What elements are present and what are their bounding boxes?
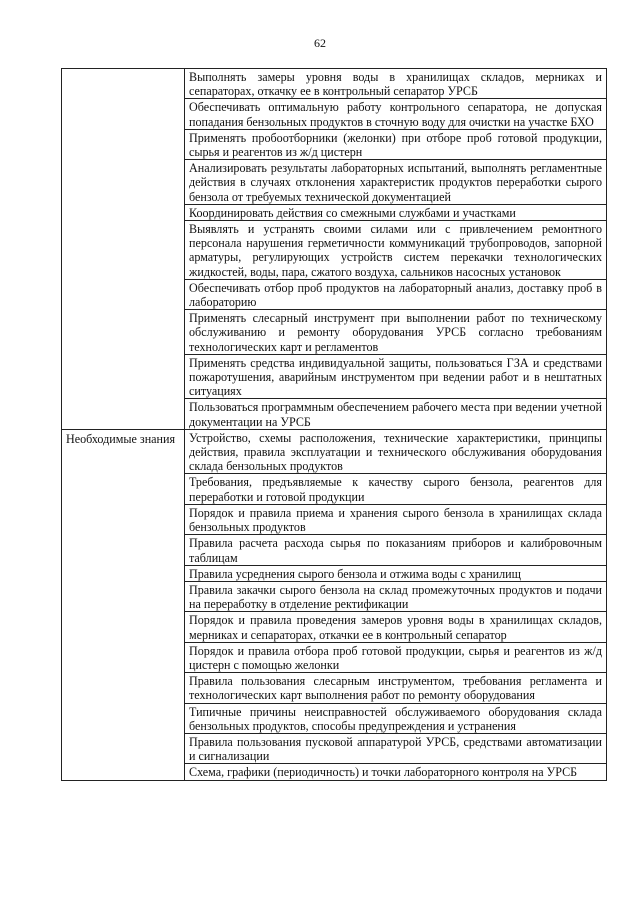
skills-item: Обеспечивать отбор проб продуктов на лабораторный анализ, доставку проб в лабораторию (185, 279, 607, 309)
knowledge-item: Правила пользования слесарным инструментом, требования регламента и технологических карт выполнения работ по ремонту оборудования (185, 673, 607, 703)
knowledge-item: Порядок и правила проведения замеров уровня воды в хранилищах складов, мерниках и сепараторах, откачки ее в контрольный сепаратор (185, 612, 607, 642)
skills-item: Применять средства индивидуальной защиты, пользоваться ГЗА и средствами пожаротушения, аварийным инструментом при ведении работ и в нештатных ситуациях (185, 354, 607, 399)
skills-item: Анализировать результаты лабораторных испытаний, выполнять регламентные действия в случаях отклонения характеристик продуктов переработки сырого бензола от требуемых технической документацией (185, 160, 607, 205)
knowledge-label-cell (62, 429, 185, 780)
knowledge-item: Типичные причины неисправностей обслуживаемого оборудования склада бензольных продуктов, способы предупреждения и устранения (185, 703, 607, 733)
knowledge-row (62, 429, 607, 474)
knowledge-item: Правила закачки сырого бензола на склад промежуточных продуктов и подачи на переработку в отделение ректификации (185, 581, 607, 611)
requirements-table (61, 68, 607, 781)
skills-label (66, 70, 180, 71)
knowledge-item: Порядок и правила отбора проб готовой продукции, сырья и реагентов из ж/д цистерн с помощью желонки (185, 642, 607, 672)
knowledge-item: Правила усреднения сырого бензола и отжима воды с хранилищ (185, 565, 607, 581)
skills-row (62, 69, 607, 99)
skills-label-cell (62, 69, 185, 430)
skills-item: Применять слесарный инструмент при выполнении работ по техническому обслуживанию и ремонту оборудования УРСБ согласно требованиям технологических карт и регламентов (185, 310, 607, 355)
knowledge-item: Порядок и правила приема и хранения сырого бензола в хранилищах склада бензольных продуктов (185, 504, 607, 534)
skills-item: Пользоваться программным обеспечением рабочего места при ведении учетной документации на УРСБ (185, 399, 607, 429)
knowledge-item: Схема, графики (периодичность) и точки лабораторного контроля на УРСБ (185, 764, 607, 780)
knowledge-label: Необходимые знания (66, 431, 176, 446)
knowledge-item: Требования, предъявляемые к качеству сырого бензола, реагентов для переработки и готовой продукции (185, 474, 607, 504)
skills-item: Обеспечивать оптимальную работу контрольного сепаратора, не допуская попадания бензольных продуктов в сточную воду для очистки на участке БХО (185, 99, 607, 129)
skills-item: Выполнять замеры уровня воды в хранилищах складов, мерниках и сепараторах, откачку ее в контрольный сепаратор УРСБ (185, 69, 607, 99)
skills-item: Выявлять и устранять своими силами или с привлечением ремонтного персонала нарушения герметичности коммуникаций трубопроводов, запорной арматуры, регулирующих устройств систем перекачки технологических жидкостей, воды, пара, сжатого воздуха, сальников насосных установок (185, 221, 607, 280)
skills-item: Координировать действия со смежными службами и участками (185, 204, 607, 220)
page-number: 62 (314, 36, 326, 50)
requirements-table-body (62, 69, 607, 781)
knowledge-item: Правила пользования пусковой аппаратурой УРСБ, средствами автоматизации и сигнализации (185, 733, 607, 763)
knowledge-item: Правила расчета расхода сырья по показаниям приборов и калибровочным таблицам (185, 535, 607, 565)
skills-item: Применять пробоотборники (желонки) при отборе проб готовой продукции, сырья и реагентов из ж/д цистерн (185, 129, 607, 159)
knowledge-item: Устройство, схемы расположения, технические характеристики, принципы действия, правила эксплуатации и технического обслуживания оборудования склада бензольных продуктов (185, 429, 607, 474)
